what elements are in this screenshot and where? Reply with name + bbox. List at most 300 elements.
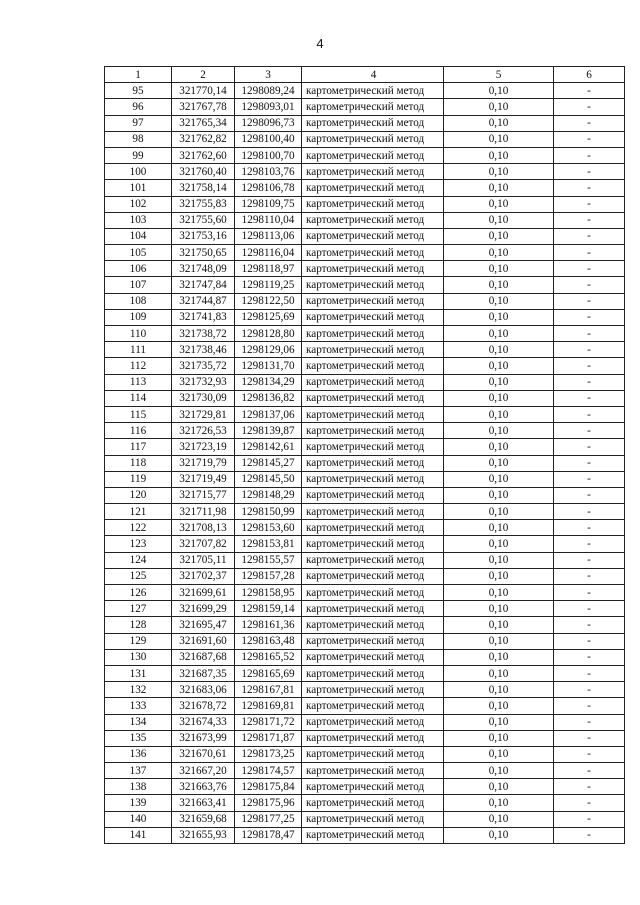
method-cell: картометрический метод [302, 665, 444, 681]
method-cell: картометрический метод [302, 99, 444, 115]
point-number-cell: 124 [105, 552, 172, 568]
table-row [105, 180, 625, 196]
point-number-cell: 119 [105, 471, 172, 487]
method-cell: картометрический метод [302, 309, 444, 325]
x-coordinate-cell: 321760,40 [172, 164, 235, 180]
point-number-cell: 100 [105, 164, 172, 180]
y-coordinate-cell: 1298167,81 [235, 682, 302, 698]
accuracy-cell: 0,10 [444, 746, 554, 762]
method-cell: картометрический метод [302, 374, 444, 390]
method-cell: картометрический метод [302, 633, 444, 649]
point-number-cell: 99 [105, 147, 172, 163]
note-cell: - [554, 633, 625, 649]
point-number-cell: 104 [105, 228, 172, 244]
y-coordinate-cell: 1298128,80 [235, 326, 302, 342]
x-coordinate-cell: 321719,79 [172, 455, 235, 471]
x-coordinate-cell: 321699,29 [172, 601, 235, 617]
table-row [105, 763, 625, 779]
point-number-cell: 132 [105, 682, 172, 698]
accuracy-cell: 0,10 [444, 714, 554, 730]
point-number-cell: 112 [105, 358, 172, 374]
accuracy-cell: 0,10 [444, 406, 554, 422]
y-coordinate-cell: 1298157,28 [235, 568, 302, 584]
accuracy-cell: 0,10 [444, 131, 554, 147]
x-coordinate-cell: 321744,87 [172, 293, 235, 309]
x-coordinate-cell: 321758,14 [172, 180, 235, 196]
table-row [105, 131, 625, 147]
x-coordinate-cell: 321750,65 [172, 245, 235, 261]
table-row [105, 698, 625, 714]
x-coordinate-cell: 321738,46 [172, 342, 235, 358]
table-row [105, 245, 625, 261]
x-coordinate-cell: 321673,99 [172, 730, 235, 746]
y-coordinate-cell: 1298093,01 [235, 99, 302, 115]
note-cell: - [554, 164, 625, 180]
note-cell: - [554, 471, 625, 487]
point-number-cell: 125 [105, 568, 172, 584]
accuracy-cell: 0,10 [444, 827, 554, 843]
point-number-cell: 129 [105, 633, 172, 649]
accuracy-cell: 0,10 [444, 471, 554, 487]
method-cell: картометрический метод [302, 682, 444, 698]
x-coordinate-cell: 321702,37 [172, 568, 235, 584]
y-coordinate-cell: 1298158,95 [235, 585, 302, 601]
y-coordinate-cell: 1298145,50 [235, 471, 302, 487]
y-coordinate-cell: 1298153,81 [235, 536, 302, 552]
table-row [105, 811, 625, 827]
table-row [105, 504, 625, 520]
note-cell: - [554, 795, 625, 811]
point-number-cell: 106 [105, 261, 172, 277]
y-coordinate-cell: 1298110,04 [235, 212, 302, 228]
table-row [105, 439, 625, 455]
y-coordinate-cell: 1298163,48 [235, 633, 302, 649]
accuracy-cell: 0,10 [444, 601, 554, 617]
x-coordinate-cell: 321738,72 [172, 326, 235, 342]
table-row [105, 309, 625, 325]
table-row [105, 601, 625, 617]
y-coordinate-cell: 1298161,36 [235, 617, 302, 633]
accuracy-cell: 0,10 [444, 147, 554, 163]
note-cell: - [554, 455, 625, 471]
point-number-cell: 97 [105, 115, 172, 131]
x-coordinate-cell: 321708,13 [172, 520, 235, 536]
accuracy-cell: 0,10 [444, 115, 554, 131]
x-coordinate-cell: 321683,06 [172, 682, 235, 698]
point-number-cell: 115 [105, 406, 172, 422]
accuracy-cell: 0,10 [444, 180, 554, 196]
method-cell: картометрический метод [302, 455, 444, 471]
accuracy-cell: 0,10 [444, 245, 554, 261]
y-coordinate-cell: 1298165,69 [235, 665, 302, 681]
page-number: 4 [316, 36, 324, 51]
y-coordinate-cell: 1298159,14 [235, 601, 302, 617]
y-coordinate-cell: 1298103,76 [235, 164, 302, 180]
x-coordinate-cell: 321687,35 [172, 665, 235, 681]
table-row [105, 795, 625, 811]
accuracy-cell: 0,10 [444, 504, 554, 520]
point-number-cell: 130 [105, 649, 172, 665]
x-coordinate-cell: 321726,53 [172, 423, 235, 439]
note-cell: - [554, 228, 625, 244]
x-coordinate-cell: 321715,77 [172, 487, 235, 503]
accuracy-cell: 0,10 [444, 763, 554, 779]
note-cell: - [554, 552, 625, 568]
point-number-cell: 105 [105, 245, 172, 261]
y-coordinate-cell: 1298174,57 [235, 763, 302, 779]
method-cell: картометрический метод [302, 115, 444, 131]
y-coordinate-cell: 1298122,50 [235, 293, 302, 309]
method-cell: картометрический метод [302, 730, 444, 746]
table-row [105, 99, 625, 115]
x-coordinate-cell: 321678,72 [172, 698, 235, 714]
column-header-4: 4 [302, 67, 444, 83]
x-coordinate-cell: 321730,09 [172, 390, 235, 406]
accuracy-cell: 0,10 [444, 617, 554, 633]
point-number-cell: 117 [105, 439, 172, 455]
y-coordinate-cell: 1298100,40 [235, 131, 302, 147]
x-coordinate-cell: 321691,60 [172, 633, 235, 649]
y-coordinate-cell: 1298175,96 [235, 795, 302, 811]
note-cell: - [554, 196, 625, 212]
accuracy-cell: 0,10 [444, 552, 554, 568]
y-coordinate-cell: 1298096,73 [235, 115, 302, 131]
accuracy-cell: 0,10 [444, 293, 554, 309]
y-coordinate-cell: 1298139,87 [235, 423, 302, 439]
method-cell: картометрический метод [302, 83, 444, 99]
note-cell: - [554, 358, 625, 374]
x-coordinate-cell: 321755,83 [172, 196, 235, 212]
y-coordinate-cell: 1298178,47 [235, 827, 302, 843]
table-row [105, 536, 625, 552]
method-cell: картометрический метод [302, 390, 444, 406]
method-cell: картометрический метод [302, 746, 444, 762]
accuracy-cell: 0,10 [444, 698, 554, 714]
table-row [105, 471, 625, 487]
x-coordinate-cell: 321762,82 [172, 131, 235, 147]
method-cell: картометрический метод [302, 714, 444, 730]
note-cell: - [554, 180, 625, 196]
method-cell: картометрический метод [302, 358, 444, 374]
note-cell: - [554, 811, 625, 827]
accuracy-cell: 0,10 [444, 99, 554, 115]
point-number-cell: 131 [105, 665, 172, 681]
table-header-row [105, 67, 625, 83]
x-coordinate-cell: 321747,84 [172, 277, 235, 293]
method-cell: картометрический метод [302, 649, 444, 665]
x-coordinate-cell: 321765,34 [172, 115, 235, 131]
method-cell: картометрический метод [302, 827, 444, 843]
accuracy-cell: 0,10 [444, 228, 554, 244]
table-row [105, 261, 625, 277]
point-number-cell: 102 [105, 196, 172, 212]
y-coordinate-cell: 1298129,06 [235, 342, 302, 358]
x-coordinate-cell: 321732,93 [172, 374, 235, 390]
y-coordinate-cell: 1298175,84 [235, 779, 302, 795]
point-number-cell: 111 [105, 342, 172, 358]
point-number-cell: 107 [105, 277, 172, 293]
table-row [105, 147, 625, 163]
x-coordinate-cell: 321663,76 [172, 779, 235, 795]
table-row [105, 196, 625, 212]
x-coordinate-cell: 321767,78 [172, 99, 235, 115]
method-cell: картометрический метод [302, 471, 444, 487]
point-number-cell: 96 [105, 99, 172, 115]
point-number-cell: 138 [105, 779, 172, 795]
note-cell: - [554, 487, 625, 503]
note-cell: - [554, 714, 625, 730]
method-cell: картометрический метод [302, 342, 444, 358]
y-coordinate-cell: 1298155,57 [235, 552, 302, 568]
accuracy-cell: 0,10 [444, 455, 554, 471]
y-coordinate-cell: 1298169,81 [235, 698, 302, 714]
note-cell: - [554, 374, 625, 390]
accuracy-cell: 0,10 [444, 196, 554, 212]
method-cell: картометрический метод [302, 568, 444, 584]
note-cell: - [554, 504, 625, 520]
x-coordinate-cell: 321699,61 [172, 585, 235, 601]
y-coordinate-cell: 1298153,60 [235, 520, 302, 536]
note-cell: - [554, 827, 625, 843]
note-cell: - [554, 698, 625, 714]
accuracy-cell: 0,10 [444, 487, 554, 503]
method-cell: картометрический метод [302, 617, 444, 633]
point-number-cell: 126 [105, 585, 172, 601]
table-row [105, 277, 625, 293]
accuracy-cell: 0,10 [444, 795, 554, 811]
point-number-cell: 133 [105, 698, 172, 714]
accuracy-cell: 0,10 [444, 261, 554, 277]
point-number-cell: 103 [105, 212, 172, 228]
method-cell: картометрический метод [302, 147, 444, 163]
note-cell: - [554, 568, 625, 584]
table-row [105, 455, 625, 471]
note-cell: - [554, 779, 625, 795]
method-cell: картометрический метод [302, 601, 444, 617]
column-header-3: 3 [235, 67, 302, 83]
point-number-cell: 137 [105, 763, 172, 779]
note-cell: - [554, 520, 625, 536]
method-cell: картометрический метод [302, 277, 444, 293]
point-number-cell: 139 [105, 795, 172, 811]
method-cell: картометрический метод [302, 504, 444, 520]
y-coordinate-cell: 1298148,29 [235, 487, 302, 503]
table-row [105, 164, 625, 180]
table-row [105, 552, 625, 568]
point-number-cell: 135 [105, 730, 172, 746]
y-coordinate-cell: 1298171,72 [235, 714, 302, 730]
accuracy-cell: 0,10 [444, 439, 554, 455]
accuracy-cell: 0,10 [444, 682, 554, 698]
point-number-cell: 134 [105, 714, 172, 730]
y-coordinate-cell: 1298089,24 [235, 83, 302, 99]
y-coordinate-cell: 1298131,70 [235, 358, 302, 374]
table-body [105, 83, 625, 844]
table-row [105, 212, 625, 228]
table-row [105, 568, 625, 584]
point-number-cell: 116 [105, 423, 172, 439]
y-coordinate-cell: 1298177,25 [235, 811, 302, 827]
point-number-cell: 98 [105, 131, 172, 147]
note-cell: - [554, 131, 625, 147]
x-coordinate-cell: 321755,60 [172, 212, 235, 228]
y-coordinate-cell: 1298142,61 [235, 439, 302, 455]
point-number-cell: 120 [105, 487, 172, 503]
y-coordinate-cell: 1298100,70 [235, 147, 302, 163]
table-row [105, 714, 625, 730]
note-cell: - [554, 115, 625, 131]
column-header-6: 6 [554, 67, 625, 83]
y-coordinate-cell: 1298150,99 [235, 504, 302, 520]
accuracy-cell: 0,10 [444, 326, 554, 342]
y-coordinate-cell: 1298125,69 [235, 309, 302, 325]
table-row [105, 390, 625, 406]
note-cell: - [554, 277, 625, 293]
note-cell: - [554, 83, 625, 99]
y-coordinate-cell: 1298137,06 [235, 406, 302, 422]
method-cell: картометрический метод [302, 811, 444, 827]
point-number-cell: 121 [105, 504, 172, 520]
point-number-cell: 95 [105, 83, 172, 99]
y-coordinate-cell: 1298106,78 [235, 180, 302, 196]
y-coordinate-cell: 1298165,52 [235, 649, 302, 665]
y-coordinate-cell: 1298136,82 [235, 390, 302, 406]
y-coordinate-cell: 1298134,29 [235, 374, 302, 390]
x-coordinate-cell: 321670,61 [172, 746, 235, 762]
table-row [105, 520, 625, 536]
note-cell: - [554, 601, 625, 617]
x-coordinate-cell: 321687,68 [172, 649, 235, 665]
table-row [105, 487, 625, 503]
point-number-cell: 136 [105, 746, 172, 762]
note-cell: - [554, 99, 625, 115]
method-cell: картометрический метод [302, 228, 444, 244]
x-coordinate-cell: 321707,82 [172, 536, 235, 552]
y-coordinate-cell: 1298173,25 [235, 746, 302, 762]
x-coordinate-cell: 321762,60 [172, 147, 235, 163]
y-coordinate-cell: 1298118,97 [235, 261, 302, 277]
point-number-cell: 128 [105, 617, 172, 633]
x-coordinate-cell: 321674,33 [172, 714, 235, 730]
point-number-cell: 113 [105, 374, 172, 390]
accuracy-cell: 0,10 [444, 585, 554, 601]
accuracy-cell: 0,10 [444, 649, 554, 665]
note-cell: - [554, 212, 625, 228]
x-coordinate-cell: 321735,72 [172, 358, 235, 374]
table-row [105, 293, 625, 309]
method-cell: картометрический метод [302, 423, 444, 439]
method-cell: картометрический метод [302, 585, 444, 601]
accuracy-cell: 0,10 [444, 633, 554, 649]
note-cell: - [554, 390, 625, 406]
method-cell: картометрический метод [302, 180, 444, 196]
accuracy-cell: 0,10 [444, 520, 554, 536]
accuracy-cell: 0,10 [444, 342, 554, 358]
accuracy-cell: 0,10 [444, 390, 554, 406]
x-coordinate-cell: 321705,11 [172, 552, 235, 568]
coordinates-table [104, 66, 625, 844]
accuracy-cell: 0,10 [444, 730, 554, 746]
point-number-cell: 141 [105, 827, 172, 843]
x-coordinate-cell: 321741,83 [172, 309, 235, 325]
note-cell: - [554, 746, 625, 762]
point-number-cell: 108 [105, 293, 172, 309]
x-coordinate-cell: 321748,09 [172, 261, 235, 277]
accuracy-cell: 0,10 [444, 358, 554, 374]
accuracy-cell: 0,10 [444, 83, 554, 99]
x-coordinate-cell: 321753,16 [172, 228, 235, 244]
method-cell: картометрический метод [302, 763, 444, 779]
table-row [105, 115, 625, 131]
table-row [105, 617, 625, 633]
method-cell: картометрический метод [302, 212, 444, 228]
x-coordinate-cell: 321719,49 [172, 471, 235, 487]
method-cell: картометрический метод [302, 326, 444, 342]
note-cell: - [554, 585, 625, 601]
table-row [105, 649, 625, 665]
accuracy-cell: 0,10 [444, 536, 554, 552]
method-cell: картометрический метод [302, 164, 444, 180]
note-cell: - [554, 326, 625, 342]
method-cell: картометрический метод [302, 196, 444, 212]
point-number-cell: 122 [105, 520, 172, 536]
table-row [105, 228, 625, 244]
accuracy-cell: 0,10 [444, 164, 554, 180]
method-cell: картометрический метод [302, 487, 444, 503]
point-number-cell: 118 [105, 455, 172, 471]
y-coordinate-cell: 1298119,25 [235, 277, 302, 293]
accuracy-cell: 0,10 [444, 277, 554, 293]
table-row [105, 374, 625, 390]
method-cell: картометрический метод [302, 406, 444, 422]
x-coordinate-cell: 321663,41 [172, 795, 235, 811]
note-cell: - [554, 293, 625, 309]
point-number-cell: 140 [105, 811, 172, 827]
point-number-cell: 127 [105, 601, 172, 617]
y-coordinate-cell: 1298109,75 [235, 196, 302, 212]
point-number-cell: 101 [105, 180, 172, 196]
x-coordinate-cell: 321723,19 [172, 439, 235, 455]
point-number-cell: 109 [105, 309, 172, 325]
note-cell: - [554, 536, 625, 552]
table-row [105, 83, 625, 99]
note-cell: - [554, 617, 625, 633]
table-row [105, 423, 625, 439]
table-row [105, 326, 625, 342]
method-cell: картометрический метод [302, 536, 444, 552]
table-row [105, 730, 625, 746]
y-coordinate-cell: 1298116,04 [235, 245, 302, 261]
table-row [105, 682, 625, 698]
method-cell: картометрический метод [302, 779, 444, 795]
table-row [105, 358, 625, 374]
column-header-2: 2 [172, 67, 235, 83]
method-cell: картометрический метод [302, 520, 444, 536]
method-cell: картометрический метод [302, 698, 444, 714]
point-number-cell: 110 [105, 326, 172, 342]
x-coordinate-cell: 321667,20 [172, 763, 235, 779]
table-row [105, 633, 625, 649]
accuracy-cell: 0,10 [444, 212, 554, 228]
note-cell: - [554, 147, 625, 163]
x-coordinate-cell: 321655,93 [172, 827, 235, 843]
accuracy-cell: 0,10 [444, 374, 554, 390]
method-cell: картометрический метод [302, 261, 444, 277]
x-coordinate-cell: 321711,98 [172, 504, 235, 520]
point-number-cell: 114 [105, 390, 172, 406]
y-coordinate-cell: 1298145,27 [235, 455, 302, 471]
x-coordinate-cell: 321729,81 [172, 406, 235, 422]
